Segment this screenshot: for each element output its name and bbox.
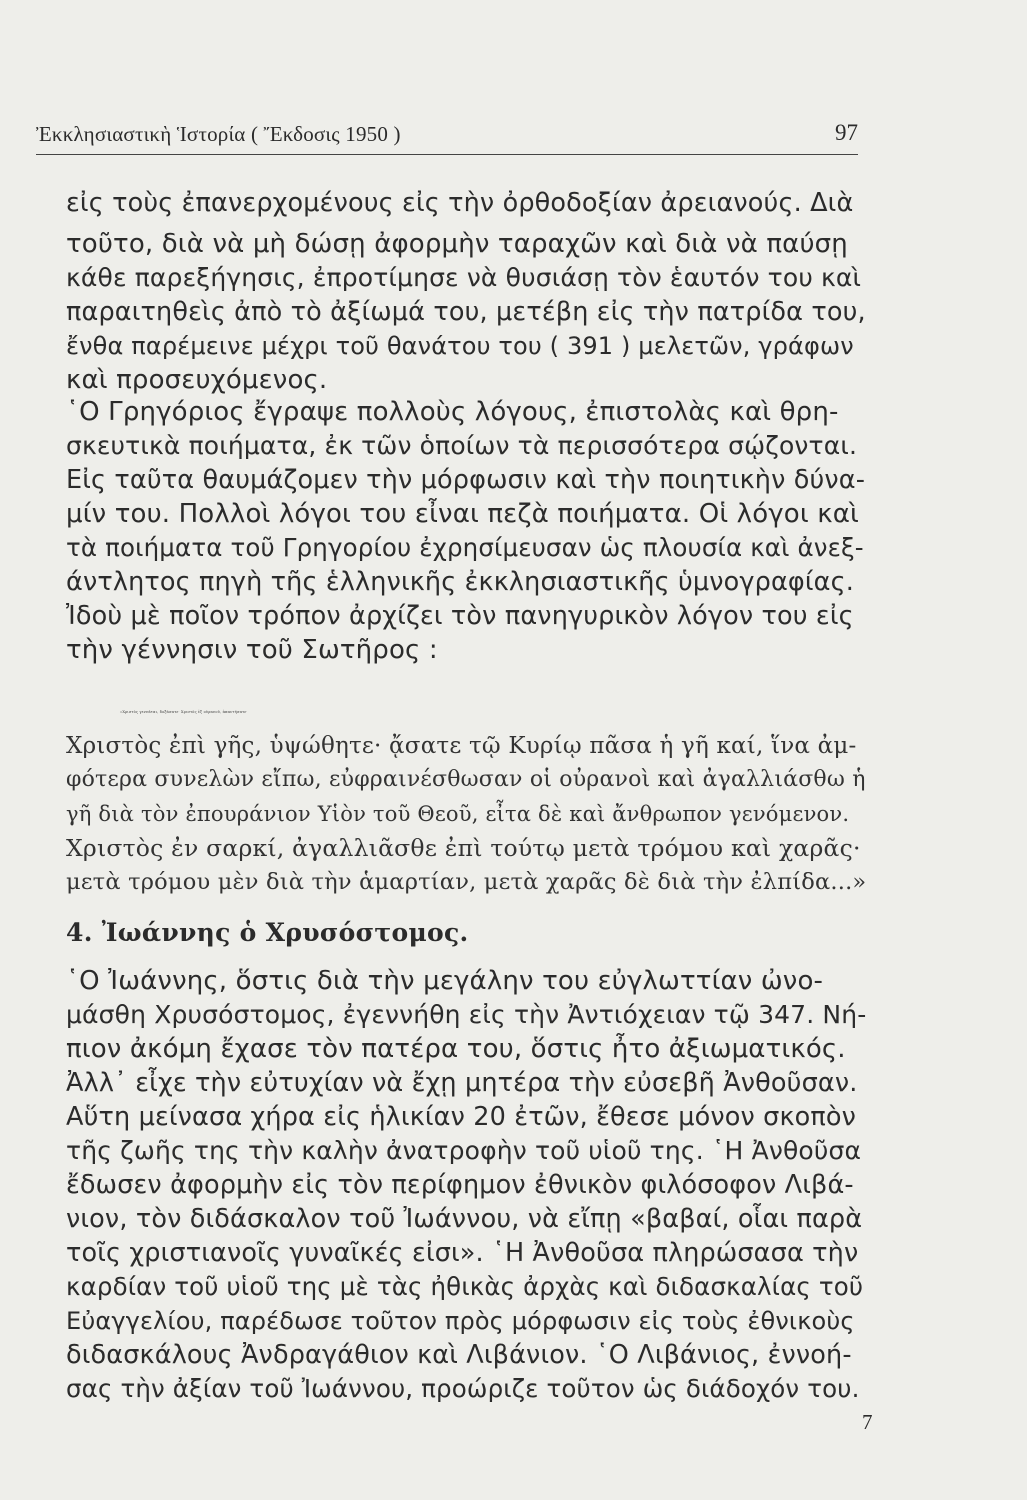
text-line: τῆς ζωῆς της τὴν καλὴν ἀνατροφὴν τοῦ υἱοῦ της. ῾Η Ἀνθοῦσα (66, 1136, 862, 1165)
text-line: Εὐαγγελίου, παρέδωσε τοῦτον πρὸς μόρφωσιν εἰς τοὺς ἐθνικοὺς (66, 1307, 855, 1335)
section-heading: 4. Ἰωάννης ὁ Χρυσόστομος. (66, 918, 469, 947)
quote-line: μετὰ τρόμου μὲν διὰ τὴν ἁμαρτίαν, μετὰ χαρᾶς δὲ διὰ τὴν ἐλπίδα...» (66, 869, 867, 895)
text-line: σκευτικὰ ποιήματα, ἐκ τῶν ὁποίων τὰ περισσότερα σῴζονται. (66, 431, 858, 460)
running-header (36, 118, 858, 155)
text-line: μίν του. Πολλοὶ λόγοι του εἶναι πεζὰ ποιήματα. Οἱ λόγοι καὶ (66, 499, 859, 529)
text-line: τὴν γέννησιν τοῦ Σωτῆρος : (66, 635, 438, 665)
text-line: Εἰς ταῦτα θαυμάζομεν τὴν μόρφωσιν καὶ τὴν ποιητικὴν δύνα- (66, 465, 866, 495)
text-line: Ἰδοὺ μὲ ποῖον τρόπον ἀρχίζει τὸν πανηγυρικὸν λόγον του εἰς (66, 601, 854, 631)
quote-line: γῆ διὰ τὸν ἐπουράνιον Υἱὸν τοῦ Θεοῦ, εἶτα δὲ καὶ ἄνθρωπον γενόμενον. (66, 802, 850, 826)
text-line: τοῖς χριστιανοῖς γυναῖκές εἰσι». ῾Η Ἀνθοῦσα πληρώσασα τὴν (66, 1238, 859, 1268)
page-number: 97 (835, 120, 858, 145)
text-line: κάθε παρεξήγησις, ἐπροτίμησε νὰ θυσιάσῃ τὸν ἑαυτόν του καὶ (66, 263, 862, 292)
text-line: τὰ ποιήματα τοῦ Γρηγορίου ἐχρησίμευσαν ὡς πλουσία καὶ ἀνεξ- (66, 533, 864, 562)
text-line: τοῦτο, διὰ νὰ μὴ δώσῃ ἀφορμὴν ταραχῶν καὶ διὰ νὰ παύσῃ (66, 229, 848, 259)
text-line: ῾Ο Ἰωάννης, ὅστις διὰ τὴν μεγάλην του εὐγλωττίαν ὠνο- (66, 966, 824, 996)
text-line: άντλητος πηγὴ τῆς ἑλληνικῆς ἐκκλησιαστικῆς ὑμνογραφίας. (66, 567, 854, 597)
text-line: εἰς τοὺς ἐπανερχομένους εἰς τὴν ὀρθοδοξίαν ἀρειανούς. Διὰ (66, 188, 854, 218)
text-line: παραιτηθεὶς ἀπὸ τὸ ἀξίωμά του, μετέβη εἰς τὴν πατρίδα του, (66, 297, 866, 327)
quote-line: φότερα συνελὼν εἴπω, εὐφραινέσθωσαν οἱ οὐρανοὶ καὶ ἀγαλλιάσθω ἡ (66, 767, 866, 792)
quote-line: Χριστὸς ἐπὶ γῆς, ὑψώθητε· ᾄσατε τῷ Κυρίῳ πᾶσα ἡ γῆ καί, ἵνα ἀμ- (66, 733, 857, 759)
text-line: μάσθη Χρυσόστομος, ἐγεννήθη εἰς τὴν Ἀντιόχειαν τῷ 347. Νή- (66, 1000, 867, 1029)
text-line: διδασκάλους Ἀνδραγάθιον καὶ Λιβάνιον. ῾Ο Λιβάνιος, ἐννοή- (66, 1340, 852, 1370)
text-line: Ἀλλ᾽ εἶχε τὴν εὐτυχίαν νὰ ἔχῃ μητέρα τὴν εὐσεβῆ Ἀνθοῦσαν. (66, 1068, 858, 1098)
signature-mark: 7 (862, 1410, 873, 1434)
text-line: πιον ἀκόμη ἔχασε τὸν πατέρα του, ὅστις ἦτο ἀξιωματικός. (66, 1034, 846, 1064)
quote-line: «Χριστὸς γεννᾶται, δοξάσατε· Χριστὸς ἐξ οὐρανοῦ, ἀπαντήσατε· (120, 710, 248, 714)
text-line: ἔνθα παρέμεινε μέχρι τοῦ θανάτου του ( 391 ) μελετῶν, γράφων (66, 332, 854, 360)
text-line: ῾Ο Γρηγόριος ἔγραψε πολλοὺς λόγους, ἐπιστολὰς καὶ θρη- (66, 397, 839, 427)
text-line: καὶ προσευχόμενος. (66, 365, 328, 395)
running-title: Ἐκκλησιαστικὴ Ἱστορία ( Ἔκδοσις 1950 ) (36, 122, 401, 146)
text-line: νιον, τὸν διδάσκαλον τοῦ Ἰωάννου, νὰ εἴπῃ «βαβαί, οἷαι παρὰ (66, 1204, 863, 1234)
text-line: σας τὴν ἀξίαν τοῦ Ἰωάννου, προώριζε τοῦτον ὡς διάδοχόν του. (66, 1374, 860, 1403)
text-line: ἔδωσεν ἀφορμὴν εἰς τὸν περίφημον ἐθνικὸν φιλόσοφον Λιβά- (66, 1170, 854, 1200)
quote-line: Χριστὸς ἐν σαρκί, ἀγαλλιᾶσθε ἐπὶ τούτῳ μετὰ τρόμου καὶ χαρᾶς· (66, 834, 861, 862)
text-line: καρδίαν τοῦ υἱοῦ της μὲ τὰς ἠθικὰς ἀρχὰς καὶ διδασκαλίας τοῦ (66, 1272, 864, 1301)
text-line: Αὕτη μείνασα χήρα εἰς ἡλικίαν 20 ἐτῶν, ἔθεσε μόνον σκοπὸν (66, 1102, 857, 1132)
